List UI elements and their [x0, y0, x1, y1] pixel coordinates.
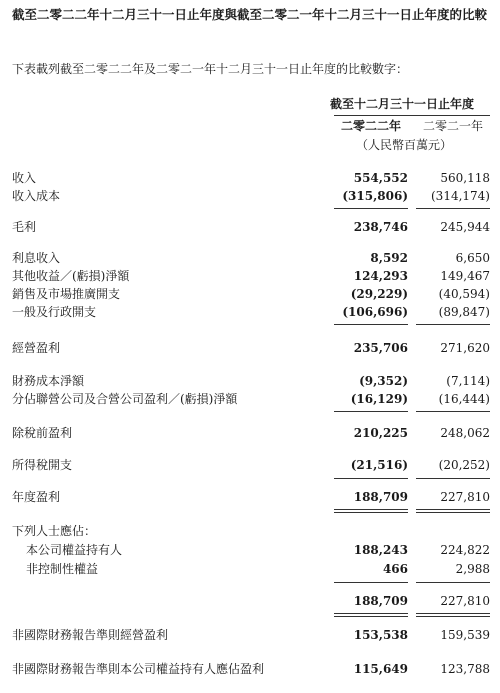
- table-row-selling-expenses: [0, 285, 500, 303]
- value-2021: 123,788: [440, 662, 490, 676]
- value-2022: 124,293: [353, 269, 408, 283]
- row-label: 利息收入: [12, 251, 61, 265]
- subtotal-rule-2021: [416, 478, 490, 479]
- table-row-non-controlling: [0, 560, 500, 578]
- row-label: 除稅前盈利: [12, 426, 73, 440]
- total-rule-2021: [416, 613, 490, 614]
- header-rule: [334, 115, 490, 116]
- value-2022: (29,229): [350, 287, 408, 301]
- row-label: 收入成本: [12, 189, 61, 203]
- table-row-operating-profit: [0, 339, 500, 357]
- subtotal-rule-2021: [416, 324, 490, 325]
- subtotal-rule-2022: [334, 582, 408, 583]
- value-2022: (21,516): [350, 458, 408, 472]
- row-label: 收入: [12, 171, 37, 185]
- value-2022: 153,538: [353, 628, 408, 642]
- total-rule-2021-double: [416, 512, 490, 513]
- row-label: 其他收益／(虧損)淨額: [12, 269, 130, 283]
- total-rule-2022-double: [334, 512, 408, 513]
- total-rule-2022: [334, 613, 408, 614]
- row-label: 所得稅開支: [12, 458, 73, 472]
- row-label: 非控制性權益: [26, 562, 99, 576]
- value-2021: (40,594): [438, 287, 490, 301]
- table-row-admin-expenses: [0, 303, 500, 321]
- value-2021: 227,810: [440, 594, 490, 608]
- row-label: 下列人士應佔：: [12, 524, 97, 538]
- row-label: 本公司權益持有人: [26, 543, 123, 557]
- row-label: 分佔聯營公司及合營公司盈利／(虧損)淨額: [12, 392, 238, 406]
- total-rule-2022-double: [334, 616, 408, 617]
- intro-text: 下表載列截至二零二二年及二零二一年十二月三十一日止年度的比較數字：: [12, 62, 409, 76]
- value-2022: 466: [382, 562, 408, 576]
- value-2022: 188,243: [353, 543, 408, 557]
- value-2021: (16,444): [438, 392, 490, 406]
- subtotal-rule-2022: [334, 324, 408, 325]
- table-row-other-gains: [0, 267, 500, 285]
- value-2021: 6,650: [455, 251, 490, 265]
- table-row-gross-profit: [0, 218, 500, 236]
- row-label: 一般及行政開支: [12, 305, 97, 319]
- value-2022: 210,225: [353, 426, 408, 440]
- value-2022: 554,552: [353, 171, 408, 185]
- table-row-profit-before-tax: [0, 424, 500, 442]
- subtotal-rule-2022: [334, 411, 408, 412]
- subtotal-rule-2022: [334, 208, 408, 209]
- value-2022: (9,352): [359, 374, 408, 388]
- row-label: 經營盈利: [12, 341, 61, 355]
- table-row-profit-for-year: [0, 488, 500, 506]
- value-2022: (315,806): [342, 189, 408, 203]
- subtotal-rule-2022: [334, 478, 408, 479]
- row-label: 銷售及市場推廣開支: [12, 287, 121, 301]
- section-title: 截至二零二二年十二月三十一日止年度與截至二零二一年十二月三十一日止年度的比較: [12, 7, 488, 22]
- value-2022: (16,129): [350, 392, 408, 406]
- row-label: 毛利: [12, 220, 37, 234]
- value-2022: 8,592: [370, 251, 408, 265]
- value-2021: 2,988: [455, 562, 490, 576]
- value-2021: (7,114): [446, 374, 490, 388]
- subtotal-rule-2021: [416, 411, 490, 412]
- row-label: 年度盈利: [12, 490, 61, 504]
- value-2021: 149,467: [440, 269, 490, 283]
- value-2021: 560,118: [440, 171, 490, 185]
- value-2022: 235,706: [353, 341, 408, 355]
- value-2021: (20,252): [438, 458, 490, 472]
- subtotal-rule-2021: [416, 208, 490, 209]
- value-2021: 224,822: [440, 543, 490, 557]
- table-row-non-ifrs-operating-profit: [0, 626, 500, 644]
- row-label: 非國際財務報告準則經營盈利: [12, 628, 169, 642]
- value-2021: 271,620: [440, 341, 490, 355]
- value-2021: 248,062: [440, 426, 490, 440]
- value-2022: (106,696): [342, 305, 408, 319]
- value-2021: 159,539: [440, 628, 490, 642]
- table-row-equity-holders: [0, 541, 500, 559]
- column-header-2021: 二零二一年: [422, 119, 483, 133]
- table-row-cost-of-revenue: [0, 187, 500, 205]
- total-rule-2021: [416, 509, 490, 510]
- subtotal-rule-2021: [416, 582, 490, 583]
- value-2022: 188,709: [353, 594, 408, 608]
- column-header-period: 截至十二月三十一日止年度: [330, 97, 475, 111]
- table-row-share-of-associates: [0, 390, 500, 408]
- table-row-finance-costs: [0, 372, 500, 390]
- value-2021: 245,944: [440, 220, 490, 234]
- table-row-income-tax: [0, 456, 500, 474]
- value-2021: (89,847): [438, 305, 490, 319]
- table-row-attributable-total: [0, 592, 500, 610]
- row-label: 非國際財務報告準則本公司權益持有人應佔盈利: [12, 662, 265, 676]
- row-label: 財務成本淨額: [12, 374, 85, 388]
- column-header-unit: （人民幣百萬元）: [356, 138, 453, 152]
- table-row-attributable-to: [0, 522, 500, 540]
- table-row-non-ifrs-profit-equity-holders: [0, 660, 500, 678]
- value-2022: 238,746: [353, 220, 408, 234]
- value-2021: 227,810: [440, 490, 490, 504]
- value-2021: (314,174): [431, 189, 490, 203]
- table-row-revenue: [0, 169, 500, 187]
- value-2022: 188,709: [353, 490, 408, 504]
- total-rule-2021-double: [416, 616, 490, 617]
- total-rule-2022: [334, 509, 408, 510]
- table-row-interest-income: [0, 249, 500, 267]
- column-header-2022: 二零二二年: [340, 119, 401, 133]
- value-2022: 115,649: [353, 662, 408, 676]
